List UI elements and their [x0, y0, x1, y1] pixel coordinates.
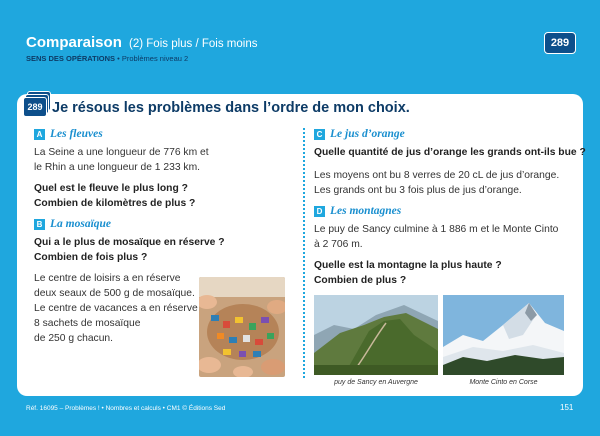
section-a-header: [34, 127, 296, 141]
exercise-title: Je résous les problèmes dans l’ordre de mon choix.: [52, 100, 410, 116]
section-b-text-4: 8 sachets de mosaïque: [34, 318, 141, 329]
section-b-text-1: Le centre de loisirs a en réserve: [34, 273, 181, 284]
badge-layer-front: 289: [23, 97, 47, 117]
section-d-question-1: Quelle est la montagne la plus haute ?: [314, 260, 502, 271]
section-b-header: [34, 217, 296, 231]
mosaic-photo: [199, 277, 285, 377]
section-d-title: Les montagnes: [330, 205, 402, 217]
section-d-text-2: à 2 706 m.: [314, 239, 363, 250]
section-b-text-5: de 250 g chacun.: [34, 333, 114, 344]
section-a-question-1: Quel est le fleuve le plus long ?: [34, 183, 188, 194]
sancy-photo: [314, 295, 438, 375]
right-column: [314, 127, 586, 288]
column-divider: [303, 128, 305, 378]
header-title: [26, 34, 257, 51]
section-c-letter: C: [314, 129, 325, 140]
section-a-letter: A: [34, 129, 45, 140]
section-b-question-1: Qui a le plus de mosaïque en réserve ?: [34, 237, 225, 248]
footer-reference: Réf. 16095 – Problèmes ! • Nombres et calculs • CM1 © Éditions Sed: [26, 405, 226, 412]
category-bullet: •: [117, 54, 120, 63]
header-title-sub: (2) Fois plus / Fois moins: [129, 38, 258, 50]
footer-page-number: 151: [560, 403, 574, 412]
cinto-photo: [443, 295, 564, 375]
header-title-main: Comparaison: [26, 34, 122, 51]
section-d-text-1: Le puy de Sancy culmine à 1 886 m et le Monte Cinto: [314, 224, 559, 235]
cinto-caption: Monte Cinto en Corse: [469, 379, 538, 386]
category-label: SENS DES OPÉRATIONS: [26, 54, 116, 63]
section-a-title: Les fleuves: [50, 128, 103, 140]
section-d-letter: D: [314, 206, 325, 217]
exercise-number-badge: [23, 91, 51, 117]
section-a-text-1: La Seine a une longueur de 776 km et: [34, 147, 209, 158]
section-d-header: [314, 204, 576, 218]
section-a-text-2: le Rhin a une longueur de 1 233 km.: [34, 162, 201, 173]
section-d-question-2: Combien de plus ?: [314, 275, 407, 286]
sancy-caption: puy de Sancy en Auvergne: [334, 379, 418, 386]
section-b-text-2: deux seaux de 500 g de mosaïque.: [34, 288, 195, 299]
section-c-header: [314, 127, 576, 141]
section-b-text-3: Le centre de vacances a en réserve: [34, 303, 198, 314]
section-c-text-1: Les moyens ont bu 8 verres de 20 cL de jus d’orange.: [314, 170, 560, 181]
section-b-title: La mosaïque: [50, 218, 112, 230]
header-category: [26, 54, 188, 63]
page-badge: 289: [544, 32, 576, 54]
section-c-text-2: Les grands ont bu 3 fois plus de jus d’orange.: [314, 185, 522, 196]
section-b-letter: B: [34, 219, 45, 230]
section-c-question: Quelle quantité de jus d’orange les grands ont-ils bue ?: [314, 147, 586, 158]
section-c-title: Le jus d’orange: [330, 128, 405, 140]
level-label: Problèmes niveau 2: [121, 54, 189, 63]
section-b-question-2: Combien de fois plus ?: [34, 252, 148, 263]
section-a-question-2: Combien de kilomètres de plus ?: [34, 198, 196, 209]
